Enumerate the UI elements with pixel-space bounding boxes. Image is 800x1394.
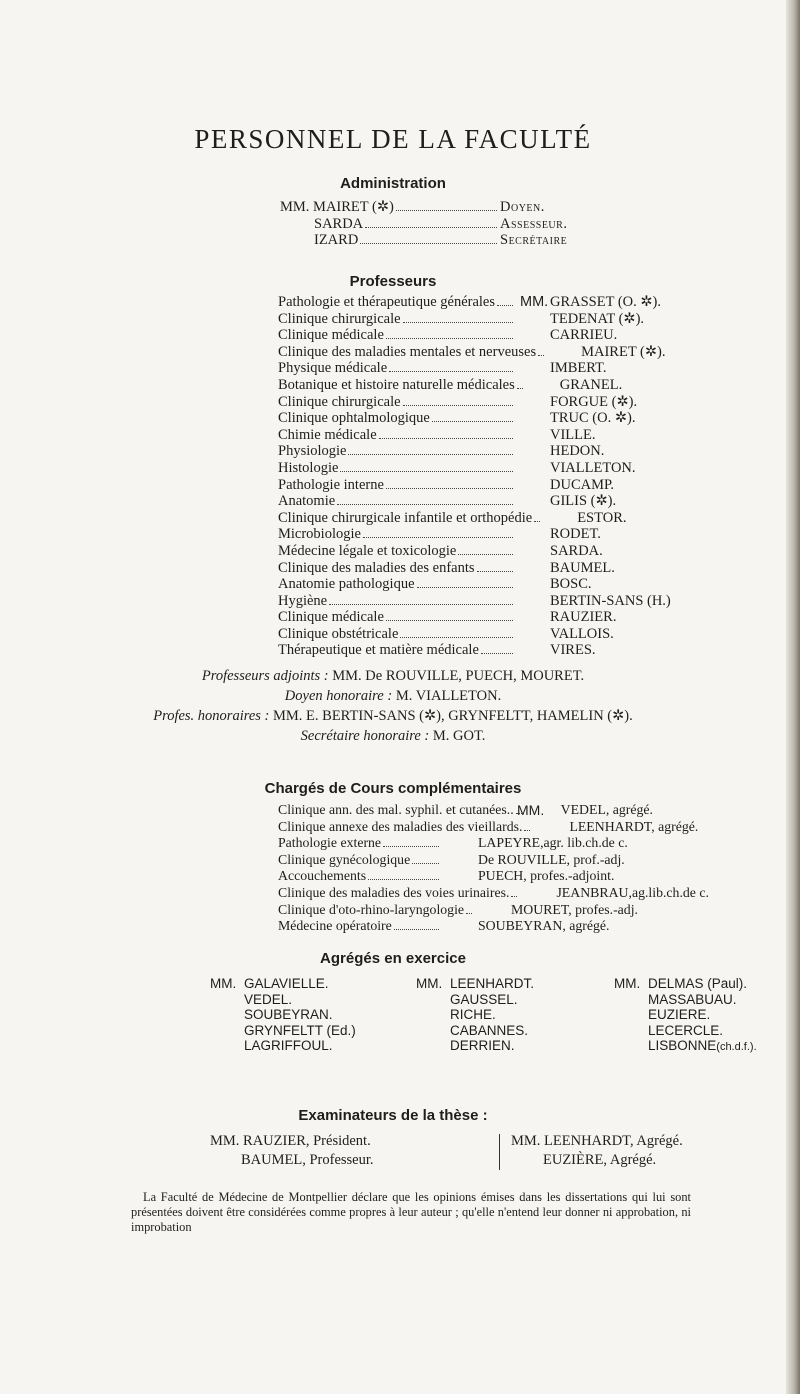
row-name: RODET. <box>550 526 601 543</box>
dot-leader <box>368 879 439 880</box>
row-name: TEDENAT (✲). <box>550 310 645 327</box>
row-label: Pathologie externe <box>278 835 382 851</box>
row-name: BAUMEL. <box>550 559 615 576</box>
agrege-name: LEENHARDT. <box>450 976 535 991</box>
agrege-name: DERRIEN. <box>450 1038 515 1054</box>
page-title: PERSONNEL DE LA FACULTÉ <box>194 124 592 154</box>
dot-leader <box>497 305 513 306</box>
dot-leader <box>412 863 439 864</box>
dot-leader <box>386 620 513 621</box>
secretaire-honoraire <box>0 728 786 745</box>
admin-role: Doyen. <box>500 199 545 215</box>
dot-leader <box>477 571 513 572</box>
row-name: VIRES. <box>550 642 596 659</box>
agrege-name: MASSABUAU. <box>648 991 737 1007</box>
row-label: Clinique médicale <box>278 609 384 626</box>
row-label: Physiologie <box>278 443 347 460</box>
dot-leader <box>379 438 513 439</box>
agrege-name: CABANNES. <box>450 1022 529 1038</box>
list-row <box>278 360 762 377</box>
row-name: MOURET, profes.-adj. <box>511 901 638 917</box>
dot-leader <box>329 604 513 605</box>
dot-leader <box>403 322 513 323</box>
row-label: Clinique médicale <box>278 327 384 344</box>
row-name: GILIS (✲). <box>550 493 617 510</box>
admin-role: Assesseur. <box>500 215 568 232</box>
row-name: FORGUE (✲). <box>550 393 638 410</box>
row-name: SARDA. <box>550 542 603 559</box>
row-name: De ROUVILLE, prof.-adj. <box>478 851 625 867</box>
list-row <box>278 576 762 593</box>
agrege-name: DELMAS (Paul). <box>648 976 748 991</box>
row-label: Clinique des maladies mentales et nerveuses <box>278 343 537 360</box>
adjoints-label: Professeurs adjoints : <box>201 668 329 684</box>
list-row <box>278 377 762 394</box>
dot-leader <box>516 813 522 814</box>
dot-leader <box>383 846 439 847</box>
list-row <box>278 885 764 902</box>
list-row <box>278 526 762 543</box>
dot-leader <box>458 554 513 555</box>
dot-leader <box>403 405 513 406</box>
row-label: Clinique chirurgicale <box>278 310 401 327</box>
row-name: PUECH, profes.-adjoint. <box>478 868 615 884</box>
dot-leader <box>394 929 439 930</box>
list-row <box>278 460 762 477</box>
dot-leader <box>340 471 513 472</box>
examinateur: EUZIÈRE, Agrégé. <box>543 1152 657 1168</box>
list-row <box>278 819 764 836</box>
row-label: Anatomie <box>278 493 336 510</box>
row-label: Clinique annexe des maladies des vieillards. <box>278 818 523 834</box>
list-row <box>278 593 762 610</box>
row-label: Médecine opératoire <box>278 918 392 934</box>
row-name: GRANEL. <box>559 376 623 393</box>
agrege-name: RICHE. <box>450 1007 496 1023</box>
agrege-name: VEDEL. <box>244 991 293 1007</box>
list-row <box>278 835 764 852</box>
list-row <box>278 443 762 460</box>
agrege-name: LECERCLE. <box>648 1022 724 1038</box>
row-label: Clinique des maladies des voies urinaires. <box>278 884 510 900</box>
list-row <box>278 560 762 577</box>
list-row <box>278 510 762 527</box>
professeurs-heading: Professeurs <box>349 273 437 290</box>
professeurs-prefix: MM. <box>520 294 549 310</box>
list-row <box>278 294 762 311</box>
list-row <box>278 902 764 919</box>
row-label: Hygiène <box>278 592 328 609</box>
admin-row <box>280 216 620 233</box>
row-name: ESTOR. <box>577 509 627 526</box>
dot-leader <box>511 896 517 897</box>
row-label: Pathologie et thérapeutique générales <box>278 294 496 310</box>
row-name: VALLOIS. <box>550 625 614 642</box>
list-row <box>278 642 762 659</box>
page-edge-shadow <box>786 0 800 1394</box>
admin-row <box>280 232 620 249</box>
list-row <box>278 477 762 494</box>
row-name: VILLE. <box>550 426 596 443</box>
admin-prefix: MM. <box>280 199 310 215</box>
secr-hon-name: M. GOT. <box>432 728 486 744</box>
row-name: MAIRET (✲). <box>581 343 666 360</box>
dot-leader <box>524 830 530 831</box>
professeurs-honoraires <box>0 708 786 725</box>
admin-name: SARDA <box>314 215 364 232</box>
agrege-name: GAUSSEL. <box>450 991 518 1007</box>
dot-leader <box>400 637 513 638</box>
row-label: Clinique des maladies des enfants <box>278 559 475 576</box>
examinateurs-divider <box>499 1134 500 1170</box>
agreges-prefix: MM. <box>614 976 641 991</box>
examinateur: MM. LEENHARDT, Agrégé. <box>511 1133 683 1149</box>
list-row <box>278 543 762 560</box>
row-label: Médecine légale et toxicologie <box>278 542 457 559</box>
row-name: VEDEL, agrégé. <box>560 802 653 817</box>
dot-leader <box>517 388 523 389</box>
agreges-column-1 <box>210 976 356 1054</box>
secr-hon-label: Secrétaire honoraire : <box>300 728 430 744</box>
prof-hon-names: MM. E. BERTIN-SANS (✲), GRYNFELTT, HAMELIN (✲). <box>273 708 633 724</box>
list-row <box>278 311 762 328</box>
dot-leader <box>538 355 544 356</box>
list-row <box>278 344 762 361</box>
row-name: GRASSET (O. ✲). <box>550 294 661 310</box>
row-label: Clinique chirurgicale <box>278 393 401 410</box>
dot-leader <box>386 488 513 489</box>
row-label: Physique médicale <box>278 360 388 377</box>
dot-leader <box>363 537 513 538</box>
professeurs-adjoints <box>0 668 786 685</box>
row-label: Clinique d'oto-rhino-laryngologie <box>278 901 465 917</box>
list-row <box>278 626 762 643</box>
row-label: Clinique obstétricale <box>278 625 399 642</box>
agrege-suffix: (ch.d.f.). <box>716 1041 757 1054</box>
examinateurs-left <box>210 1132 374 1170</box>
row-label: Microbiologie <box>278 526 361 543</box>
examinateur: BAUMEL, Professeur. <box>241 1152 374 1168</box>
row-label: Chimie médicale <box>278 426 377 443</box>
agreges-heading: Agrégés en exercice <box>320 950 466 967</box>
list-row <box>278 327 762 344</box>
row-name: VIALLETON. <box>550 459 636 476</box>
list-row <box>278 394 762 411</box>
row-name: LEENHARDT, agrégé. <box>569 818 699 834</box>
row-name: LAPEYRE,agr. lib.ch.de c. <box>478 835 628 851</box>
row-name: BERTIN-SANS (H.) <box>550 592 671 609</box>
list-row <box>278 609 762 626</box>
dot-leader <box>534 521 540 522</box>
row-label: Clinique gynécologique <box>278 851 411 867</box>
list-row <box>278 802 764 819</box>
list-row <box>278 918 764 935</box>
row-name: SOUBEYRAN, agrégé. <box>478 918 610 934</box>
examinateur: MM. RAUZIER, Président. <box>210 1133 371 1149</box>
agrege-name: GALAVIELLE. <box>244 976 329 991</box>
row-name: CARRIEU. <box>550 327 618 344</box>
row-label: Thérapeutique et matière médicale <box>278 642 479 659</box>
dot-leader <box>337 504 513 505</box>
agrege-name: GRYNFELTT (Ed.) <box>244 1022 356 1038</box>
row-name: RAUZIER. <box>550 609 617 626</box>
admin-name: IZARD <box>314 232 359 249</box>
dot-leader <box>389 371 513 372</box>
charges-heading: Chargés de Cours complémentaires <box>264 780 522 797</box>
agreges-prefix: MM. <box>210 976 237 991</box>
row-label: Pathologie interne <box>278 476 384 493</box>
administration-list <box>280 199 620 249</box>
row-name: TRUC (O. ✲). <box>550 410 636 427</box>
row-name: HEDON. <box>550 443 605 460</box>
admin-row <box>280 199 620 216</box>
dot-leader <box>348 454 513 455</box>
dot-leader <box>432 421 513 422</box>
agrege-name: EUZIERE. <box>648 1007 711 1023</box>
dot-leader <box>466 913 472 914</box>
dot-leader <box>417 587 513 588</box>
row-name: JEANBRAU,ag.lib.ch.de c. <box>556 884 709 900</box>
examinateurs-heading: Examinateurs de la thèse : <box>298 1107 488 1124</box>
row-label: Botanique et histoire naturelle médicales <box>278 376 515 393</box>
admin-name: MAIRET (✲) <box>313 199 394 215</box>
row-name: DUCAMP. <box>550 476 615 493</box>
adjoints-names: MM. De ROUVILLE, PUECH, MOURET. <box>332 668 585 684</box>
list-row <box>278 852 764 869</box>
row-name: BOSC. <box>550 576 592 593</box>
doyen-hon-name: M. VIALLETON. <box>395 688 502 704</box>
dot-leader <box>481 653 513 654</box>
list-row <box>278 410 762 427</box>
row-label: Accouchements <box>278 868 367 884</box>
row-label: Clinique ophtalmologique <box>278 410 430 427</box>
agrege-name: LAGRIFFOUL. <box>244 1038 333 1054</box>
examinateurs-right <box>511 1132 683 1170</box>
row-label: Clinique chirurgicale infantile et orthopédie <box>278 509 533 526</box>
dot-leader <box>386 338 513 339</box>
charges-prefix: MM. <box>517 802 545 818</box>
admin-role: Secrétaire <box>500 232 568 249</box>
row-label: Histologie <box>278 459 339 476</box>
list-row <box>278 427 762 444</box>
footnote: La Faculté de Médecine de Montpellier déclare que les opinions émises dans les dissertations qui lui sont présentées doivent être considérées comme propres à leur auteur ; qu'elle n'entend leur donner ni approbation, ni improbation <box>131 1190 691 1234</box>
prof-hon-label: Profes. honoraires : <box>153 708 270 724</box>
professeurs-list <box>278 294 762 659</box>
agreges-column-2 <box>416 976 534 1054</box>
charges-list <box>278 802 764 935</box>
administration-heading: Administration <box>340 175 446 192</box>
row-label: Clinique ann. des mal. syphil. et cutanées.. <box>278 802 514 817</box>
agrege-name: SOUBEYRAN. <box>244 1007 333 1023</box>
list-row <box>278 868 764 885</box>
doyen-honoraire <box>0 688 786 705</box>
agreges-column-3 <box>614 976 757 1054</box>
doyen-hon-label: Doyen honoraire : <box>284 688 393 704</box>
agrege-name: LISBONNE <box>648 1038 717 1054</box>
row-name: IMBERT. <box>550 360 607 377</box>
agreges-prefix: MM. <box>416 976 443 991</box>
row-label: Anatomie pathologique <box>278 576 415 593</box>
list-row <box>278 493 762 510</box>
